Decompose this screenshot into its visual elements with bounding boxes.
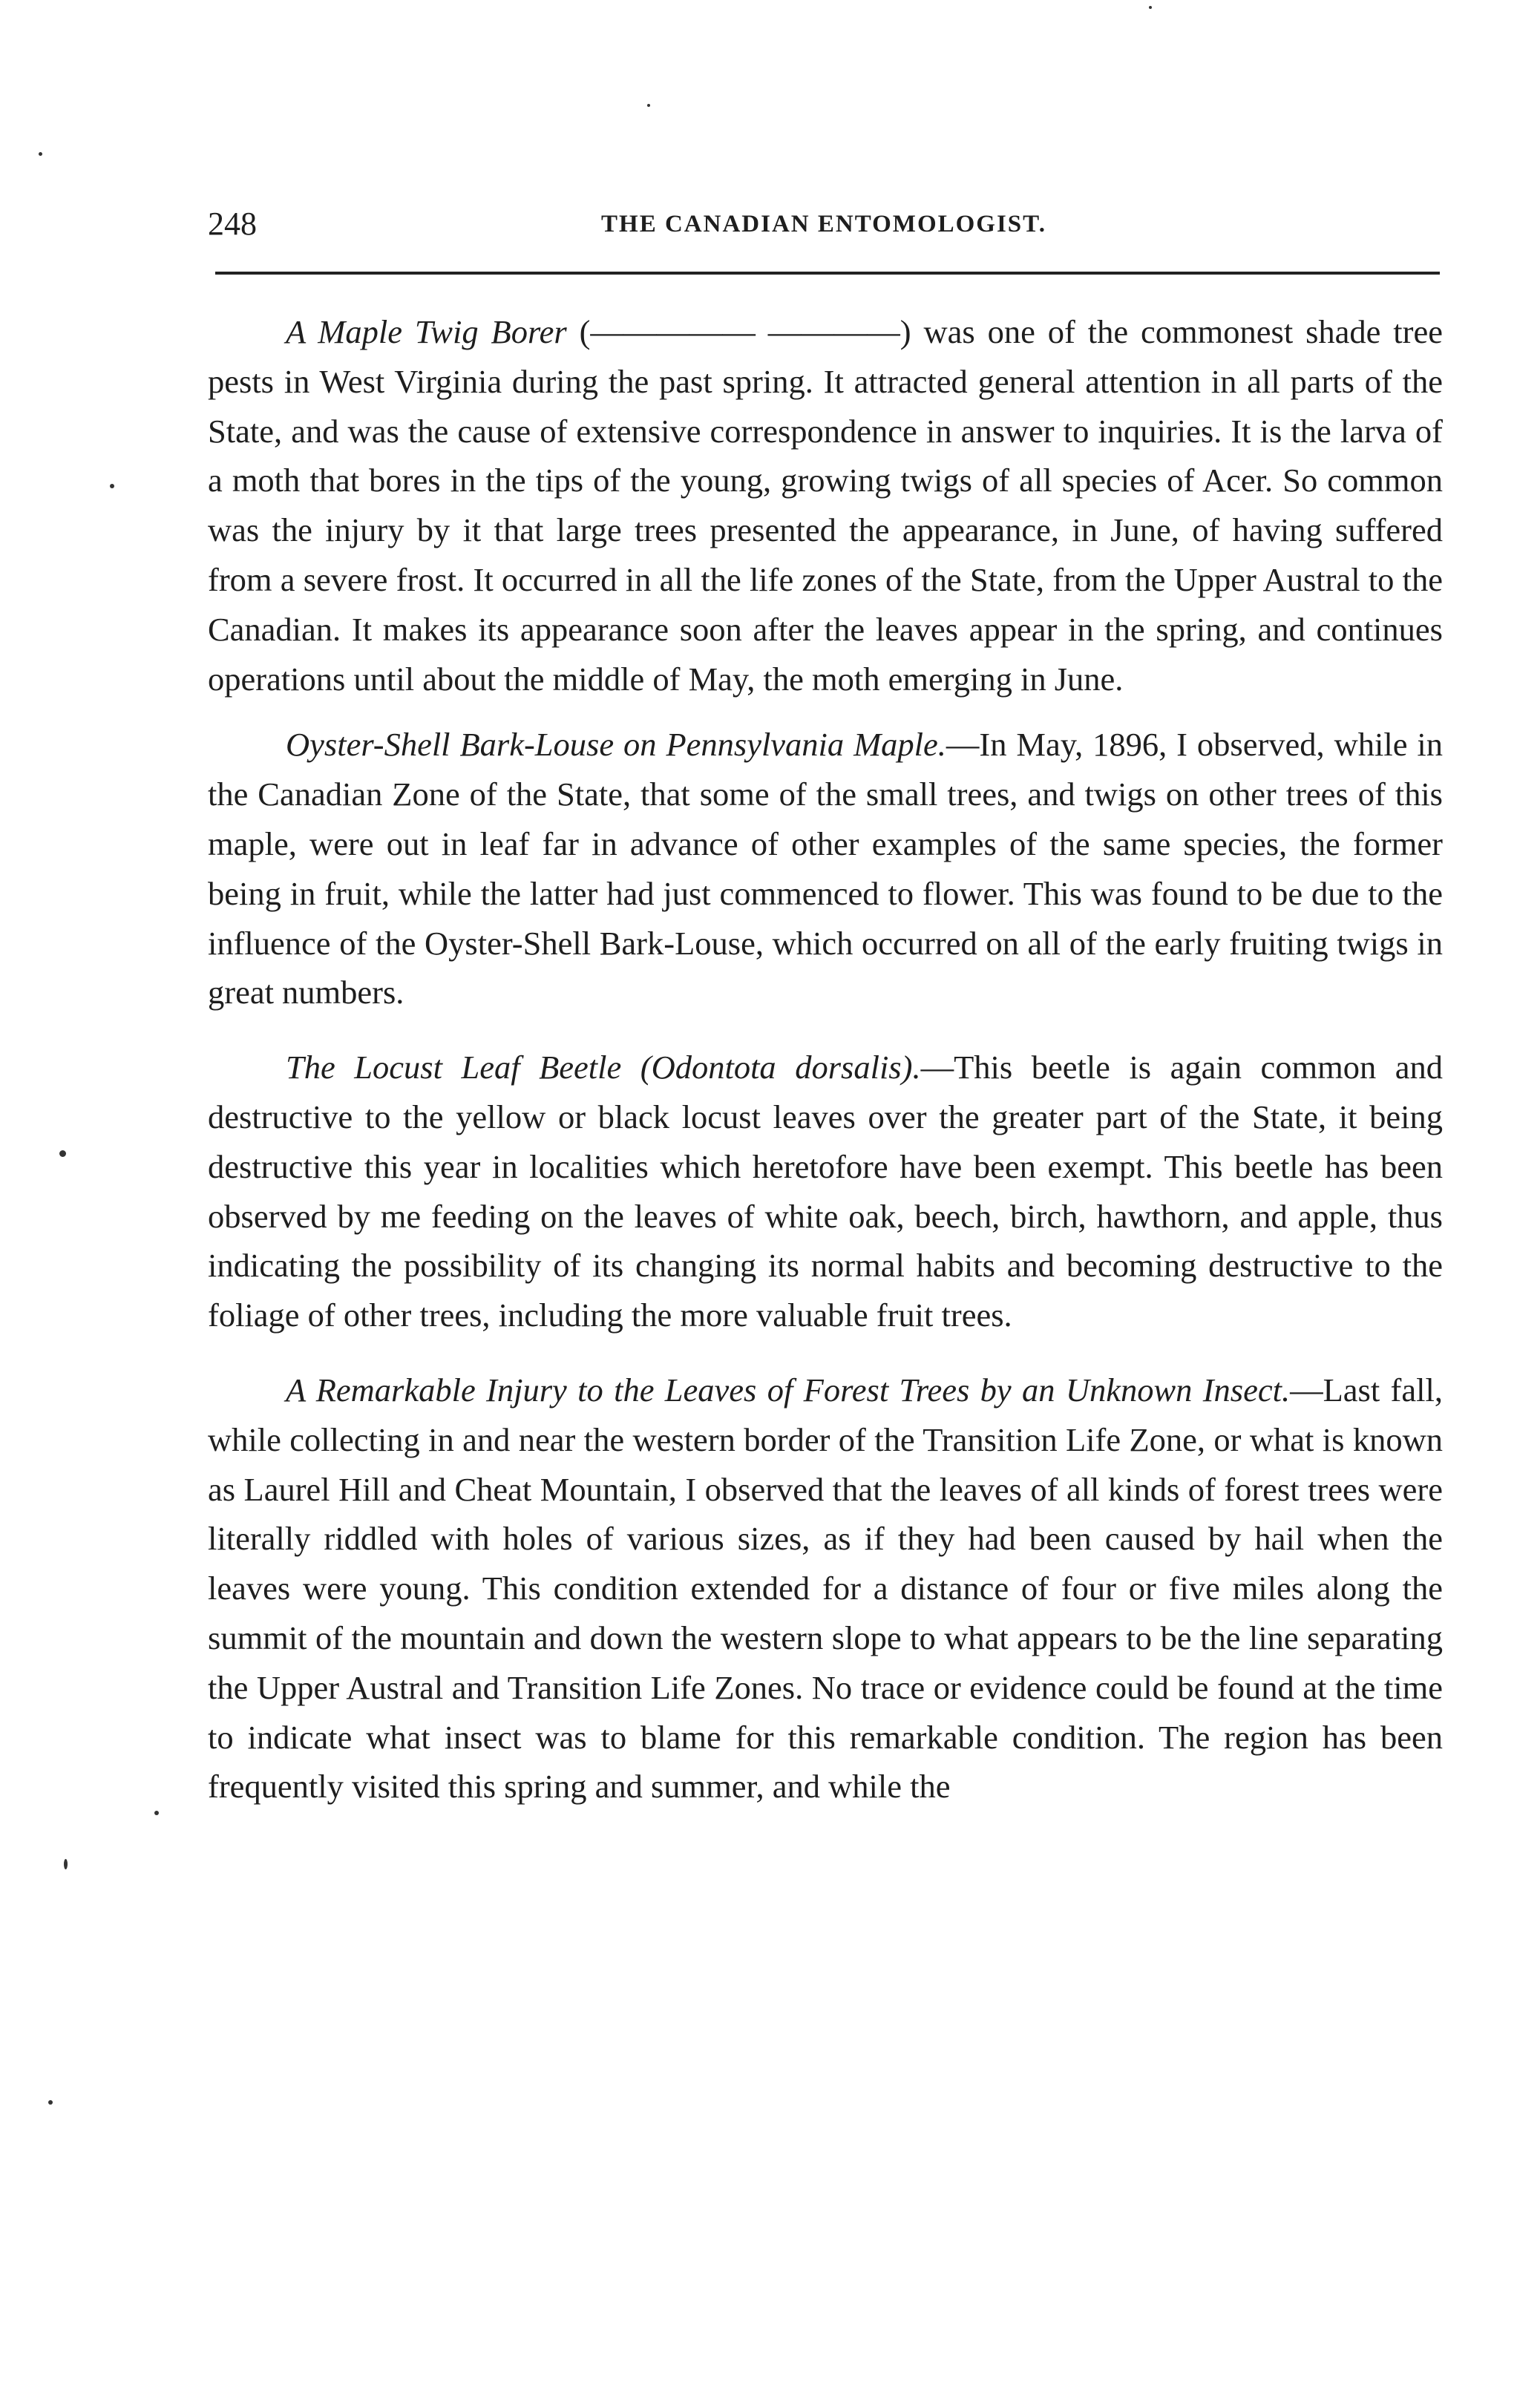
paragraph-text: —This beetle is again common and destructive to the yellow or black locust leaves over the greater part of the State, it being destructive this year in localities which heretofore have been exempt. This beetle has been observed by me feeding on the leaves of white oak, beech, birch, hawthorn, and apple, thus indicating the possibility of its changing its normal habits and becoming destructive to the foliage of other trees, including the more valuable fruit trees. [208, 1049, 1444, 1334]
page-header [208, 202, 1440, 246]
scan-speck [110, 484, 114, 488]
paragraph-title: A Maple Twig Borer [286, 313, 567, 350]
paragraph-title: A Remarkable Injury to the Leaves of Forest Trees by an Unknown Insect. [286, 1371, 1291, 1409]
paragraph-oyster-shell-bark-louse [208, 720, 1443, 1017]
article-body [208, 307, 1443, 1811]
running-title: THE CANADIAN ENTOMOLOGIST. [601, 211, 1046, 237]
page-number: 248 [208, 206, 257, 242]
paragraph-text: —Last fall, while collecting in and near the western border of the Transition Life Zone, or what is known as Laurel Hill and Cheat Mountain, I observed that the leaves of all kinds of forest trees were literally riddled with holes of various sizes, as if they had been caused by hail when the leaves were young. This condition extended for a distance of four or five miles along the summit of the mountain and down the western slope to what appears to be the line separating the Upper Austral and Transition Life Zones. No trace or evidence could be found at the time to indicate what insect was to blame for this remarkable condition. The region has been frequently visited this spring and summer, and while the [208, 1371, 1443, 1806]
scan-speck [59, 1150, 66, 1157]
paragraph-locust-leaf-beetle [208, 1043, 1443, 1340]
paragraph-remarkable-injury [208, 1365, 1443, 1811]
scan-speck [64, 1859, 68, 1869]
paragraph-text: (————— ————) was one of the commonest shade tree pests in West Virginia during the past spring. It attracted general attention in all parts of the State, and was the cause of extensive correspondence in answer to inquiries. It is the larva of a moth that bores in the tips of the young, growing twigs of all species of Acer. So common was the injury by it that large trees presented the appearance, in June, of having suffered from a severe frost. It occurred in all the life zones of the State, from the Upper Austral to the Canadian. It makes its appearance soon after the leaves appear in the spring, and continues operations until about the middle of May, the moth emerging in June. [208, 313, 1443, 698]
paragraph-text: —In May, 1896, I observed, while in the Canadian Zone of the State, that some of the small trees, and twigs on other trees of this maple, were out in leaf far in advance of other examples of the same species, the former being in fruit, while the latter had just commenced to flower. This was found to be due to the influence of the Oyster-Shell Bark-Louse, which occurred on all of the early fruiting twigs in great numbers. [208, 726, 1443, 1011]
scan-speck [48, 2100, 53, 2105]
paragraph-maple-twig-borer [208, 307, 1443, 704]
paragraph-title: Oyster-Shell Bark-Louse on Pennsylvania Maple. [286, 726, 946, 764]
scan-speck [647, 104, 650, 107]
header-rule [215, 272, 1440, 275]
scan-speck [39, 152, 42, 156]
paragraph-title: The Locust Leaf Beetle (Odontota dorsalis). [286, 1049, 921, 1086]
scan-speck [1149, 6, 1152, 9]
scan-speck [154, 1811, 159, 1815]
